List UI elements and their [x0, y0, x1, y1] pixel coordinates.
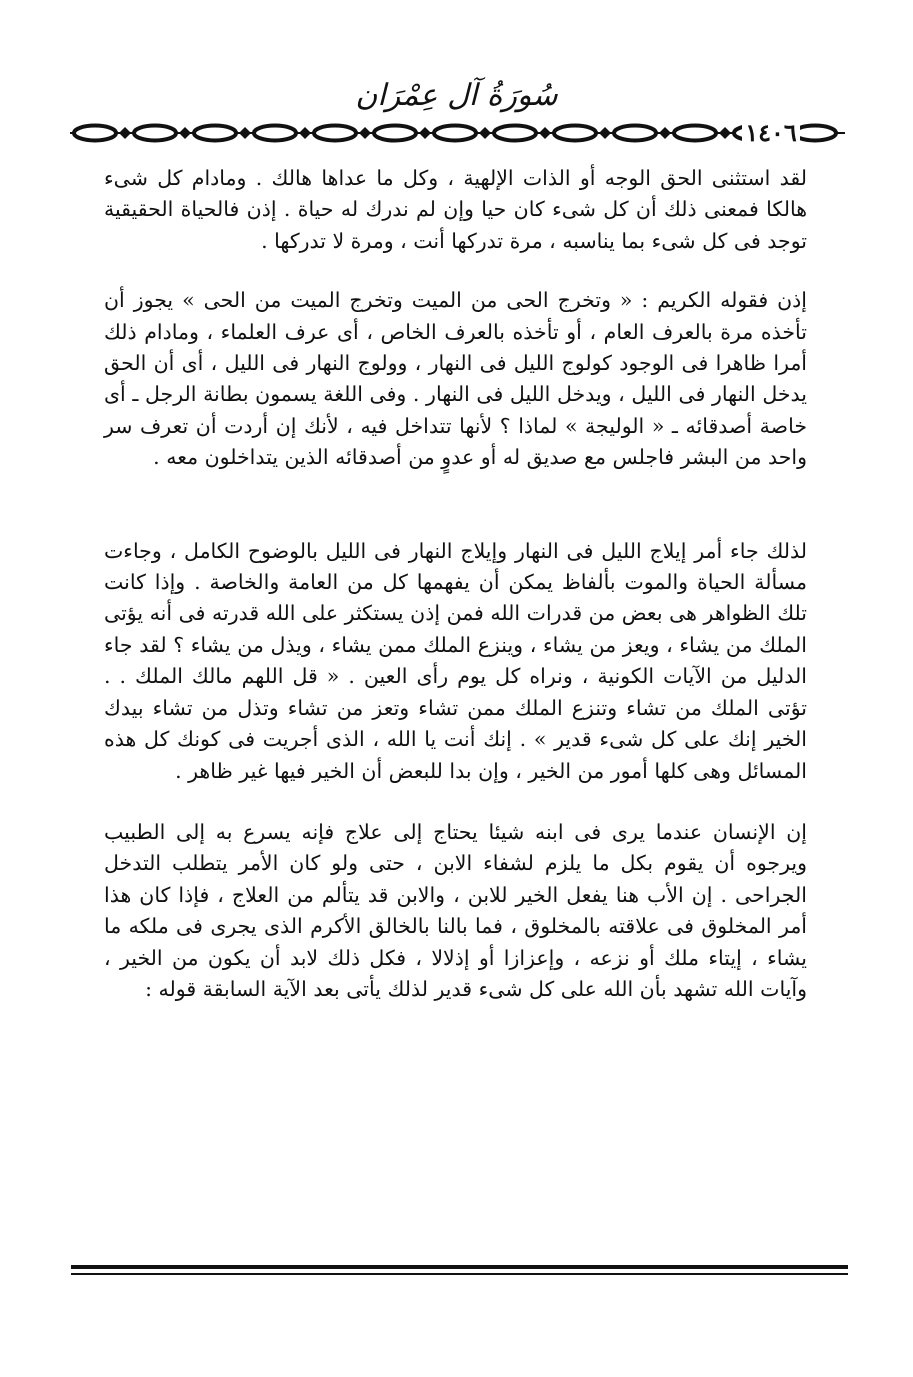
border-diamond	[119, 127, 131, 139]
border-diamond	[719, 127, 731, 139]
paragraph: لقد استثنى الحق الوجه أو الذات الإلهية ، وكل ما عداها هالك . ومادام كل شىء هالكا فمعنى ذلك أن كل شىء كان حيا وإن لم ندرك له حياة . إذن فالحياة الحقيقية توجد فى كل شىء بما يناسبه ، مرة تدركها أنت ، ومرة لا تدركها .	[104, 166, 807, 253]
body-text	[104, 163, 807, 1005]
decorative-header-border	[70, 116, 845, 150]
border-diamond	[359, 127, 371, 139]
footer-rule	[71, 1265, 848, 1269]
border-oval	[314, 126, 356, 141]
border-diamond	[419, 127, 431, 139]
paragraph: إن الإنسان عندما يرى فى ابنه شيئا يحتاج إلى علاج فإنه يسرع به إلى الطبيب ويرجوه أن يقوم بكل ما يلزم لشفاء الابن ، حتى ولو كان الأمر يتطلب التدخل الجراحى . إن الأب هنا يفعل الخير للابن ، والابن قد يتألم من العلاج ، فإذا كان هذا أمر المخلوق فى علاقته بالمخلوق ، فما بالنا بالخالق الأكرم الذى يجرى فى ملكه ما يشاء ، إيتاء ملك أو نزعه ، وإعزازا أو إذلالا ، فكل ذلك لابد أن يكون من الخير ، وآيات الله تشهد بأن الله على كل شىء قدير لذلك يأتى بعد الآية السابقة قوله :	[104, 819, 807, 1001]
border-diamond	[659, 127, 671, 139]
paragraph: إذن فقوله الكريم : « وتخرج الحى من الميت وتخرج الميت من الحى » يجوز أن تأخذه مرة بالعرف العام ، أو تأخذه بالعرف الخاص ، أى عرف العلماء ، ومادام ذلك أمرا ظاهرا فى الوجود كولوج الليل فى النهار ، وولوج النهار فى الليل ، أى أن الحق يدخل النهار فى الليل ، ويدخل الليل فى النهار . وفى اللغة يسمون بطانة الرجل ـ أى خاصة أصدقائه ـ « الوليجة » لماذا ؟ لأنها تتداخل فيه ، لأنك إن أردت أن تعرف سر واحد من البشر فاجلس مع صديق له أو عدوٍ من أصدقائه الذين يتداخلون معه .	[104, 288, 807, 470]
border-oval	[194, 126, 236, 141]
border-oval	[494, 126, 536, 141]
paragraph: لذلك جاء أمر إيلاج الليل فى النهار وإيلاج النهار فى الليل بالوضوح الكامل ، وجاءت مسألة الحياة والموت بألفاظ يمكن أن يفهمها كل من العامة والخاصة . وإذا كانت تلك الظواهر هى بعض من قدرات الله فمن إذن يستكثر على الله قدرته فى أنه يؤتى الملك من يشاء ، ويعز من يشاء ، وينزع الملك ممن يشاء ، ويذل من يشاء ؟ لقد جاء الدليل من الآيات الكونية ، ونراه كل يوم رأى العين . « قل اللهم مالك الملك . . تؤتى الملك من تشاء وتنزع الملك ممن تشاء وتعز من تشاء وتذل من تشاء بيدك الخير إنك على كل شىء قدير » . إنك أنت يا الله ، الذى أجريت فى كونك كل هذه المسائل وهى كلها أمور من الخير ، وإن بدا للبعض أن الخير فيها غير ظاهر .	[104, 538, 807, 783]
border-diamond	[599, 127, 611, 139]
border-oval	[794, 126, 836, 141]
border-oval	[254, 126, 296, 141]
border-diamond	[479, 127, 491, 139]
border-oval	[614, 126, 656, 141]
footer-rule-thin	[71, 1273, 848, 1275]
border-diamond	[299, 127, 311, 139]
border-diamond	[239, 127, 251, 139]
border-diamond	[179, 127, 191, 139]
border-oval	[74, 126, 116, 141]
border-oval	[374, 126, 416, 141]
page-number: ١٤٠٦	[742, 116, 800, 150]
border-diamond	[539, 127, 551, 139]
border-oval	[554, 126, 596, 141]
border-oval	[674, 126, 716, 141]
border-oval	[134, 126, 176, 141]
surah-title: سُورَةُ آل عِمْرَان	[355, 78, 558, 113]
border-oval	[434, 126, 476, 141]
